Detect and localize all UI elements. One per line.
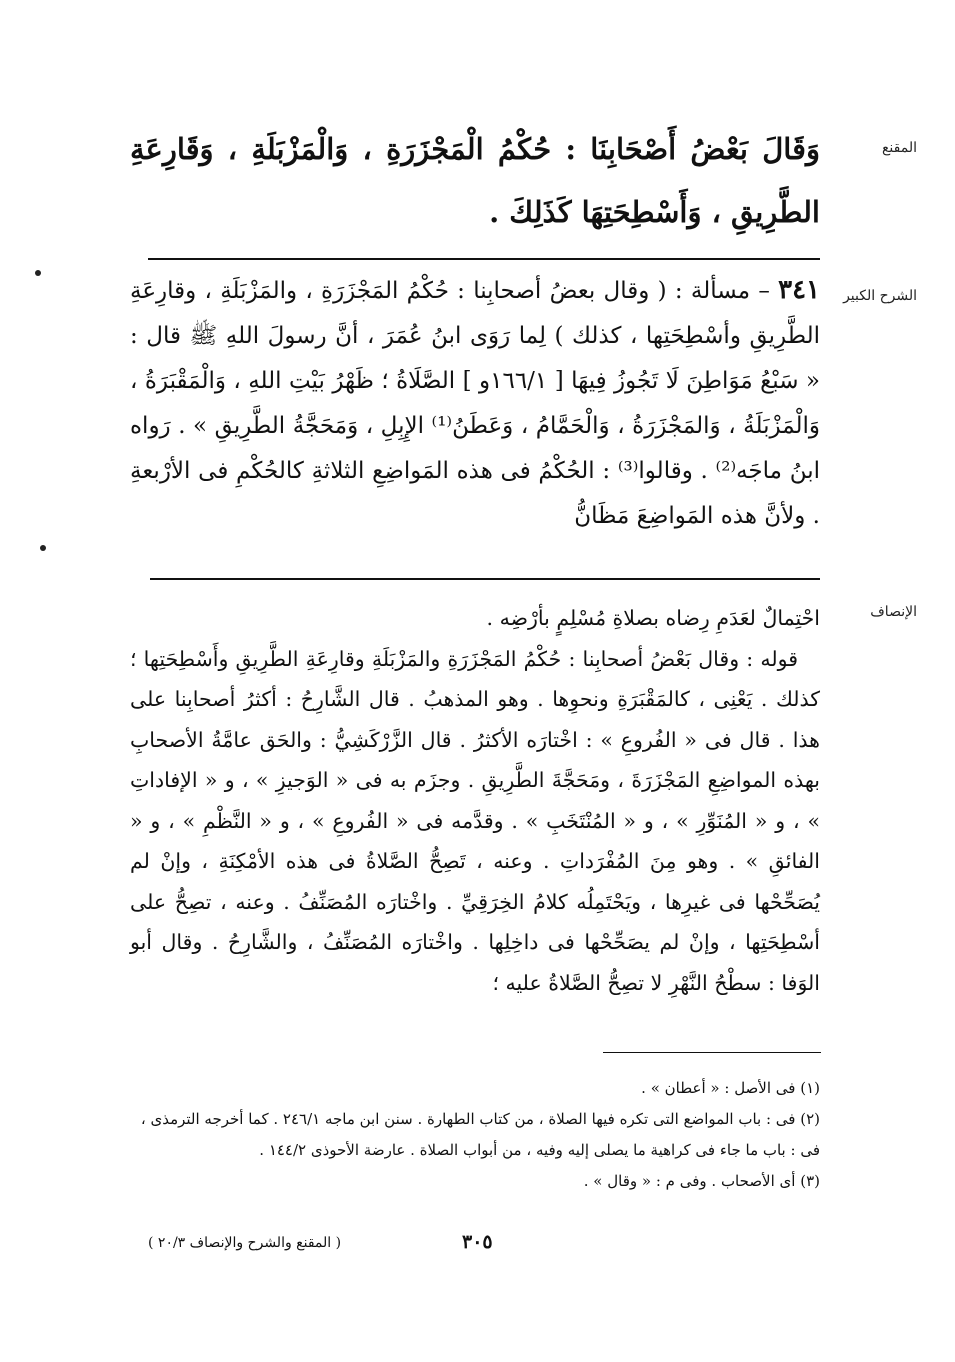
divider-sharh-insaf [150,578,820,580]
issue-number: ٣٤١ [778,275,821,305]
footnote-1: (١) فى الأصل : « أعطان » . [641,1079,820,1097]
sharh-paragraph [130,268,820,539]
side-label-muqni: المقنع [881,140,917,156]
sharh-text-block [130,268,820,539]
insaf-line-intro: احْتِمالٌ لعَدَمِ رِضاه بصلاةِ مُسْلِمٍ بأرْضِه . [486,606,820,630]
footnotes [130,1073,820,1197]
muqni-text-block [130,118,820,244]
page-footer [0,1231,955,1261]
insaf-commentary: قوله : وقال بَعْضُ أصحابِنا : حُكْمُ المَجْزَرَةِ والمَزْبَلَةِ وقارِعَةِ الطَّرِيقِ وأَسْطِحَتِها ؛ كذلك . يَعْنِى ، كالمَقْبَرَةِ ونحوِها . وهو المذهبُ . قال الشَّارِحُ : أكثرُ أصحابِنا على هذا . قال فى « الفُروعِ » : اخْتارَه الأكثرُ . قال الزَّرْكَشِيُّ : والحَق عامَّةُ الأصحابِ بهذه المواضِعِ المَجْزَرَةَ ، ومَحَجَّةَ الطَّرِيقِ . وجزَم به فى « الوَجيزِ » ، و « الإفاداتِ » ، و « المُنَوِّرِ » ، و « المُنْتَخَبِ » . وقدَّمه فى « الفُروعِ » ، و « النَّظْمِ » ، و « الفائقِ » . وهو مِنَ المُفْرَداتِ . وعنه ، تَصِحُّ الصَّلاةُ فى هذه الأمْكِنَةِ ، وإنْ لم يُصَحِّحْها فى غيرِها ، ويَحْتَمِلُه كلامُ الخِرَقِيِّ . واخْتارَه المُصَنِّفُ . وعنه ، تصِحُّ على أسْطِحَتِها ، وإنْ لم يصَحِّحْها فى داخِلِها . واخْتارَه المُصَنِّفُ ، والشَّارِحُ . وقال أبو الوَفا : سطْحُ النَّهْرِ لا تصِحُّ الصَّلاةُ عليه ؛ [130,646,820,995]
margin-mark [40,545,46,551]
side-label-sharh: الشرح الكبير [843,288,917,304]
footnote-separator [603,1052,821,1053]
footnote-2: (٢) فى : باب المواضع التى تكره فيها الصلاة ، من كتاب الطهارة . سنن ابن ماجه ٢٤٦/١ . كما أخرجه الترمذى ، فى : باب ما جاء فى كراهية ما يصلى إليه وفيه ، من أبواب الصلاة . عارضة الأحوذى ١٤٤/٢ . [140,1110,820,1159]
page-number: ٣٠٥ [462,1231,493,1253]
series-reference: ( المقنع والشرح والإنصاف ٢٠/٣ ) [148,1235,342,1251]
divider-muqni-sharh [148,258,820,260]
side-label-insaf: الإنصاف [870,604,917,620]
sharh-body: – مسألة : ( وقال بعضُ أصحابِنا : حُكْمُ المَجْزَرَةِ ، والمَزْبَلَةِ ، وقارِعَةِ الطَّرِيقِ وأسْطِحَتِها ، كذلك ) لِما رَوَى ابنُ عُمَرَ ، أنَّ رسولَ اللهِ ﷺ قال : « سَبْعُ مَوَاطِنَ لَا تَجُوزُ فِيهَا [ ١٦٦/١و ] الصَّلَاةُ ؛ ظَهْرُ بَيْتِ اللهِ ، وَالْمَقْبَرَةُ ، وَالْمَزْبَلَةُ ، وَالمَجْزَرَةُ ، وَالْحَمَّامُ ، وَعَطَنُ⁽¹⁾ الإِبِلِ ، وَمَحَجَّةُ الطَّرِيقِ » . رَواه ابنُ ماجَه⁽²⁾ . وقالوا⁽³⁾ : الحُكْمُ فى هذه المَواضِعِ الثلاثةِ كالحُكْمِ فى الأرْبعةِ . ولأنَّ هذه المَواضِعَ مَظَانُّ [130,278,821,529]
footnote-3: (٣) أى الأصحاب . وفى م : « وقال » . [583,1172,820,1190]
margin-mark [35,270,41,276]
insaf-text-block [130,598,820,1003]
muqni-paragraph: وَقَالَ بَعْضُ أَصْحَابِنَا : حُكْمُ الْمَجْزَرَةِ ، وَالْمَزْبَلَةِ ، وَقَارِعَةِ الطَّرِيقِ ، وَأَسْطِحَتِهَا كَذَلِكَ . [130,132,820,229]
